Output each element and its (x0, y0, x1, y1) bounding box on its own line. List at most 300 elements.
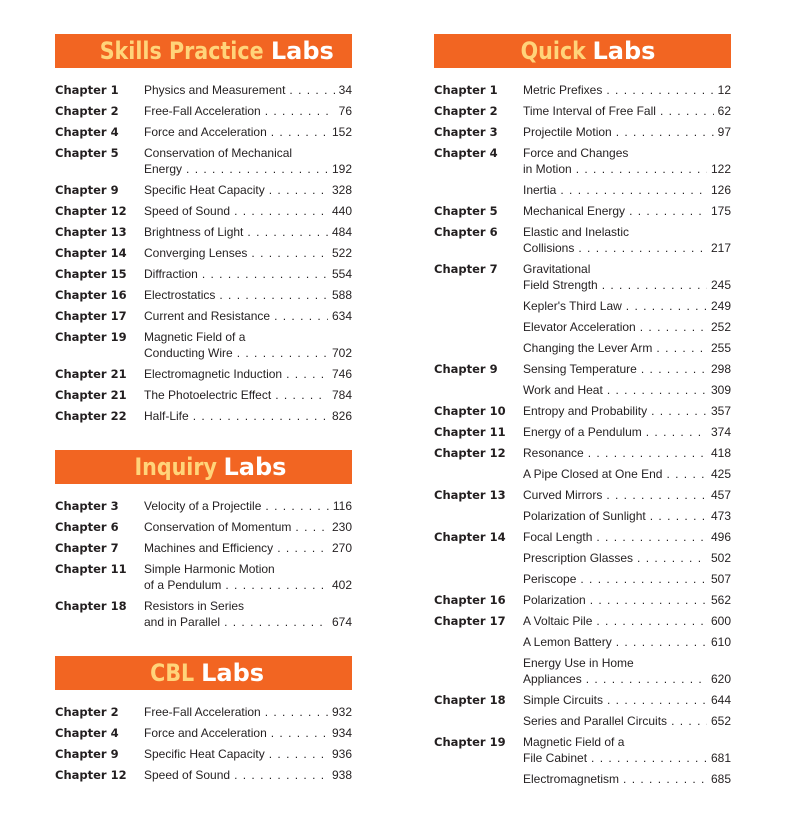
toc-entry (434, 403, 731, 419)
lab-title-row (144, 614, 352, 630)
page-number: 252 (710, 320, 731, 334)
lab-item[interactable] (523, 424, 731, 440)
entry-items (144, 704, 352, 720)
banner-highlight: Inquiry (133, 453, 217, 481)
lab-title-line: Entropy and Probability (523, 404, 648, 418)
lab-title-line: Conservation of Mechanical (144, 146, 293, 160)
dot-leader (626, 298, 707, 314)
chapter-label: Chapter 19 (434, 735, 506, 749)
page-number: 484 (331, 225, 352, 239)
dot-leader (623, 771, 707, 787)
lab-item[interactable] (144, 82, 352, 98)
lab-title-line: Elastic and Inelastic (523, 225, 630, 239)
lab-item[interactable] (523, 508, 731, 524)
entry-items (523, 103, 731, 119)
entry-items (523, 224, 731, 256)
dot-leader (602, 277, 707, 293)
chapter-label: Chapter 18 (434, 693, 506, 707)
lab-title-line: Free-Fall Acceleration (144, 104, 261, 118)
page-number: 644 (710, 693, 731, 707)
toc-entry (434, 529, 731, 587)
page-number: 554 (331, 267, 352, 281)
lab-title-line: Free-Fall Acceleration (144, 705, 261, 719)
lab-title-row (523, 550, 731, 566)
lab-section (434, 34, 731, 787)
lab-title-row (144, 82, 352, 98)
lab-item[interactable] (523, 145, 731, 177)
lab-title-row (144, 287, 352, 303)
lab-item[interactable] (523, 734, 731, 766)
lab-item[interactable] (144, 103, 352, 119)
lab-item[interactable] (523, 124, 731, 140)
lab-title-line: File Cabinet (523, 751, 588, 765)
lab-title-line: Simple Harmonic Motion (144, 562, 275, 576)
dot-leader (265, 498, 328, 514)
lab-item[interactable] (144, 329, 352, 361)
page-number: 298 (710, 362, 731, 376)
chapter-label: Chapter 3 (434, 125, 498, 139)
lab-item[interactable] (144, 519, 352, 535)
lab-title-line: Simple Circuits (523, 693, 604, 707)
lab-title-row (523, 634, 731, 650)
toc-entry (55, 540, 352, 556)
entry-items (523, 529, 731, 587)
dot-leader (560, 182, 707, 198)
entry-items (523, 424, 731, 440)
lab-item[interactable] (144, 387, 352, 403)
toc-entry (55, 746, 352, 762)
page-number: 76 (338, 104, 352, 118)
lab-title-row (523, 508, 731, 524)
lab-title-line: Polarization of Sunlight (523, 509, 646, 523)
lab-title-row (144, 224, 352, 240)
toc-entry (434, 82, 731, 98)
entry-items (523, 203, 731, 219)
banner-title (592, 39, 655, 63)
chapter-label: Chapter 11 (55, 562, 127, 576)
dot-leader (650, 508, 707, 524)
lab-item[interactable] (523, 340, 731, 356)
dot-leader (225, 577, 328, 593)
dot-leader (251, 245, 328, 261)
page-number: 932 (331, 705, 352, 719)
chapter-label: Chapter 2 (55, 705, 119, 719)
page-number: 457 (710, 488, 731, 502)
lab-title-row (144, 408, 352, 424)
dot-leader (616, 634, 707, 650)
lab-title-line: Machines and Efficiency (144, 541, 274, 555)
page-number: 402 (331, 578, 352, 592)
lab-title-line: of a Pendulum (144, 578, 222, 592)
lab-title-row (144, 182, 352, 198)
entry-items (523, 361, 731, 398)
lab-title-row (523, 487, 731, 503)
entry-items (144, 408, 352, 424)
lab-title-line: Time Interval of Free Fall (523, 104, 656, 118)
banner-highlight: CBL (150, 659, 195, 687)
lab-title-row (144, 498, 352, 514)
lab-title-row (523, 571, 731, 587)
lab-item[interactable] (523, 224, 731, 256)
page-number: 938 (331, 768, 352, 782)
lab-title-line: Force and Acceleration (144, 726, 267, 740)
entry-items (523, 403, 731, 419)
chapter-label: Chapter 14 (434, 530, 506, 544)
dot-leader (646, 424, 707, 440)
lab-title-row (144, 746, 352, 762)
chapter-label: Chapter 17 (55, 309, 127, 323)
dot-leader (637, 550, 707, 566)
page-number: 255 (710, 341, 731, 355)
lab-title-row (523, 771, 731, 787)
lab-section (55, 34, 352, 424)
entry-items (144, 387, 352, 403)
entry-items (144, 498, 352, 514)
chapter-label: Chapter 7 (434, 262, 498, 276)
lab-title-line: Diffraction (144, 267, 198, 281)
toc-entry (55, 82, 352, 98)
chapter-label: Chapter 18 (55, 599, 127, 613)
dot-leader (234, 767, 328, 783)
entry-items (523, 692, 731, 729)
lab-title-row (523, 592, 731, 608)
entry-items (523, 487, 731, 524)
dot-leader (641, 361, 707, 377)
lab-title-line: and in Parallel (144, 615, 221, 629)
lab-item[interactable] (144, 767, 352, 783)
lab-title-line: Current and Resistance (144, 309, 271, 323)
lab-title-row (523, 466, 731, 482)
lab-title-line: Metric Prefixes (523, 83, 603, 97)
page-number: 309 (710, 383, 731, 397)
page-number: 934 (331, 726, 352, 740)
toc-entry (55, 561, 352, 593)
entry-items (144, 145, 352, 177)
dot-leader (295, 519, 328, 535)
lab-title-line: Conservation of Momentum (144, 520, 292, 534)
dot-leader (629, 203, 707, 219)
toc-entry (434, 734, 731, 787)
toc-entry (434, 124, 731, 140)
lab-title-line: A Lemon Battery (523, 635, 612, 649)
lab-item[interactable] (523, 487, 731, 503)
chapter-label: Chapter 14 (55, 246, 127, 260)
dot-leader (616, 124, 714, 140)
page-number: 702 (331, 346, 352, 360)
lab-item[interactable] (144, 498, 352, 514)
page-number: 374 (710, 425, 731, 439)
entry-items (144, 224, 352, 240)
lab-title-line: Sensing Temperature (523, 362, 637, 376)
entry-items (523, 145, 731, 198)
lab-title-line: Focal Length (523, 530, 593, 544)
page-number: 473 (710, 509, 731, 523)
toc-entry (434, 103, 731, 119)
dot-leader (219, 287, 328, 303)
lab-title-line: Projectile Motion (523, 125, 612, 139)
toc-entry (55, 767, 352, 783)
chapter-label: Chapter 1 (434, 83, 498, 97)
lab-title-line: in Motion (523, 162, 572, 176)
dot-leader (186, 161, 328, 177)
lab-item[interactable] (144, 182, 352, 198)
lab-title-line: Magnetic Field of a (523, 735, 625, 749)
chapter-label: Chapter 13 (434, 488, 506, 502)
lab-title-line: Velocity of a Projectile (144, 499, 262, 513)
dot-leader (271, 725, 328, 741)
toc-entry (55, 725, 352, 741)
chapter-label: Chapter 19 (55, 330, 127, 344)
dot-leader (269, 182, 328, 198)
lab-title-row (523, 445, 731, 461)
lab-title-line: Electromagnetic Induction (144, 367, 283, 381)
lab-item[interactable] (144, 203, 352, 219)
lab-title-row (523, 713, 731, 729)
toc-entry (55, 124, 352, 140)
toc-entry (434, 145, 731, 198)
lab-title-row (523, 240, 731, 256)
chapter-label: Chapter 9 (434, 362, 498, 376)
lab-item[interactable] (523, 592, 731, 608)
page-number: 12 (717, 83, 731, 97)
lab-item[interactable] (523, 550, 731, 566)
page-number: 62 (717, 104, 731, 118)
lab-title-row (144, 161, 352, 177)
toc-entry (55, 203, 352, 219)
lab-title-line: Appliances (523, 672, 582, 686)
lab-title-line: Magnetic Field of a (144, 330, 246, 344)
lab-title-row (523, 671, 731, 687)
lab-title-line: The Photoelectric Effect (144, 388, 272, 402)
dot-leader (289, 82, 334, 98)
banner-labs-text: Labs (223, 453, 287, 481)
lab-item[interactable] (144, 266, 352, 282)
page-number: 122 (710, 162, 731, 176)
lab-item[interactable] (144, 366, 352, 382)
lab-title-row (523, 161, 731, 177)
lab-item[interactable] (523, 403, 731, 419)
lab-title-line: Changing the Lever Arm (523, 341, 653, 355)
lab-title-row (523, 529, 731, 545)
entry-items (144, 767, 352, 783)
toc-entry (55, 408, 352, 424)
dot-leader (247, 224, 328, 240)
left-column (55, 34, 352, 809)
chapter-label: Chapter 16 (434, 593, 506, 607)
chapter-label: Chapter 21 (55, 367, 127, 381)
dot-leader (265, 103, 335, 119)
section-banner (55, 34, 352, 68)
page-number: 245 (710, 278, 731, 292)
toc-entry (55, 182, 352, 198)
toc-entry (55, 103, 352, 119)
dot-leader (277, 540, 328, 556)
lab-title-row (144, 266, 352, 282)
lab-title-line: Periscope (523, 572, 577, 586)
lab-item[interactable] (144, 245, 352, 261)
page-number: 652 (710, 714, 731, 728)
lab-item[interactable] (144, 598, 352, 630)
dot-leader (237, 345, 328, 361)
lab-item[interactable] (144, 224, 352, 240)
page-number: 440 (331, 204, 352, 218)
dot-leader (271, 124, 328, 140)
lab-title-line: Curved Mirrors (523, 488, 603, 502)
lab-title-row (523, 340, 731, 356)
page-number: 634 (331, 309, 352, 323)
lab-item[interactable] (144, 540, 352, 556)
entry-items (144, 366, 352, 382)
lab-title-row (523, 382, 731, 398)
page-number: 600 (710, 614, 731, 628)
dot-leader (576, 161, 707, 177)
dot-leader (656, 340, 707, 356)
entry-items (523, 124, 731, 140)
lab-title-line: Polarization (523, 593, 586, 607)
page-number: 562 (710, 593, 731, 607)
page-number: 784 (331, 388, 352, 402)
lab-title-row (144, 519, 352, 535)
page-number: 507 (710, 572, 731, 586)
lab-item[interactable] (144, 746, 352, 762)
lab-item[interactable] (523, 319, 731, 335)
lab-title-line: Inertia (523, 183, 557, 197)
banner-highlight: Skills Practice (99, 37, 264, 65)
toc-entry (55, 245, 352, 261)
lab-item[interactable] (523, 529, 731, 545)
toc-entry (434, 692, 731, 729)
toc-entry (55, 224, 352, 240)
toc-entry (55, 266, 352, 282)
lab-item[interactable] (523, 771, 731, 787)
lab-item[interactable] (144, 287, 352, 303)
lab-title-row (144, 387, 352, 403)
lab-title-line: Field Strength (523, 278, 598, 292)
chapter-label: Chapter 11 (434, 425, 506, 439)
lab-item[interactable] (523, 692, 731, 708)
lab-item[interactable] (144, 561, 352, 593)
toc-entry (55, 287, 352, 303)
lab-title-row (523, 613, 731, 629)
lab-item[interactable] (523, 103, 731, 119)
lab-item[interactable] (523, 182, 731, 198)
lab-item[interactable] (523, 445, 731, 461)
page-number: 502 (710, 551, 731, 565)
right-column (434, 34, 731, 813)
lab-title-row (144, 103, 352, 119)
page-number: 328 (331, 183, 352, 197)
chapter-label: Chapter 4 (55, 125, 119, 139)
chapter-label: Chapter 3 (55, 499, 119, 513)
dot-leader (596, 529, 707, 545)
lab-item[interactable] (523, 382, 731, 398)
entry-items (144, 245, 352, 261)
chapter-label: Chapter 12 (55, 204, 127, 218)
entry-items (523, 613, 731, 687)
entry-items (144, 124, 352, 140)
entry-items (144, 540, 352, 556)
lab-item[interactable] (523, 713, 731, 729)
entry-items (144, 725, 352, 741)
toc-entry (434, 424, 731, 440)
lab-title-row (144, 704, 352, 720)
lab-title-row (144, 540, 352, 556)
page-number: 746 (331, 367, 352, 381)
page-number: 230 (331, 520, 352, 534)
lab-item[interactable] (144, 145, 352, 177)
toc-entry (434, 361, 731, 398)
lab-item[interactable] (523, 82, 731, 98)
page-number: 496 (710, 530, 731, 544)
lab-title-row (523, 424, 731, 440)
lab-title-line: Electrostatics (144, 288, 216, 302)
lab-title-line: Specific Heat Capacity (144, 183, 265, 197)
lab-title-row (523, 319, 731, 335)
lab-title-line: Work and Heat (523, 383, 603, 397)
lab-title-line: Brightness of Light (144, 225, 244, 239)
lab-title-line: Physics and Measurement (144, 83, 286, 97)
lab-item[interactable] (523, 571, 731, 587)
page-number: 681 (710, 751, 731, 765)
lab-title-line: Conducting Wire (144, 346, 233, 360)
lab-item[interactable] (523, 613, 731, 629)
lab-item[interactable] (523, 361, 731, 377)
page-number: 116 (332, 499, 352, 513)
page-number: 192 (331, 162, 352, 176)
dot-leader (286, 366, 328, 382)
dot-leader (607, 382, 707, 398)
lab-title-line: Force and Acceleration (144, 125, 267, 139)
toc-entry (55, 308, 352, 324)
lab-item[interactable] (523, 261, 731, 293)
page-number: 418 (710, 446, 731, 460)
toc-entry (434, 203, 731, 219)
lab-item[interactable] (144, 704, 352, 720)
dot-leader (269, 746, 328, 762)
toc-entry (55, 498, 352, 514)
lab-item[interactable] (523, 466, 731, 482)
lab-title-row (144, 366, 352, 382)
lab-item[interactable] (144, 408, 352, 424)
chapter-label: Chapter 12 (55, 768, 127, 782)
lab-title-row (144, 345, 352, 361)
chapter-label: Chapter 16 (55, 288, 127, 302)
lab-item[interactable] (144, 124, 352, 140)
dot-leader (606, 82, 713, 98)
lab-item[interactable] (523, 298, 731, 314)
lab-title-line: Kepler's Third Law (523, 299, 622, 313)
toc-entry (434, 487, 731, 524)
lab-item[interactable] (523, 634, 731, 650)
lab-item[interactable] (523, 203, 731, 219)
entry-items (144, 203, 352, 219)
banner-labs-text: Labs (592, 37, 656, 65)
lab-title-row (523, 203, 731, 219)
lab-item[interactable] (144, 308, 352, 324)
entry-items (523, 592, 731, 608)
chapter-label: Chapter 4 (55, 726, 119, 740)
lab-title-line: Half-Life (144, 409, 189, 423)
lab-item[interactable] (523, 655, 731, 687)
dot-leader (193, 408, 328, 424)
dot-leader (671, 713, 707, 729)
dot-leader (234, 203, 328, 219)
dot-leader (588, 445, 707, 461)
page-number: 217 (710, 241, 731, 255)
lab-item[interactable] (144, 725, 352, 741)
toc-entry (55, 145, 352, 177)
lab-title-row (523, 361, 731, 377)
